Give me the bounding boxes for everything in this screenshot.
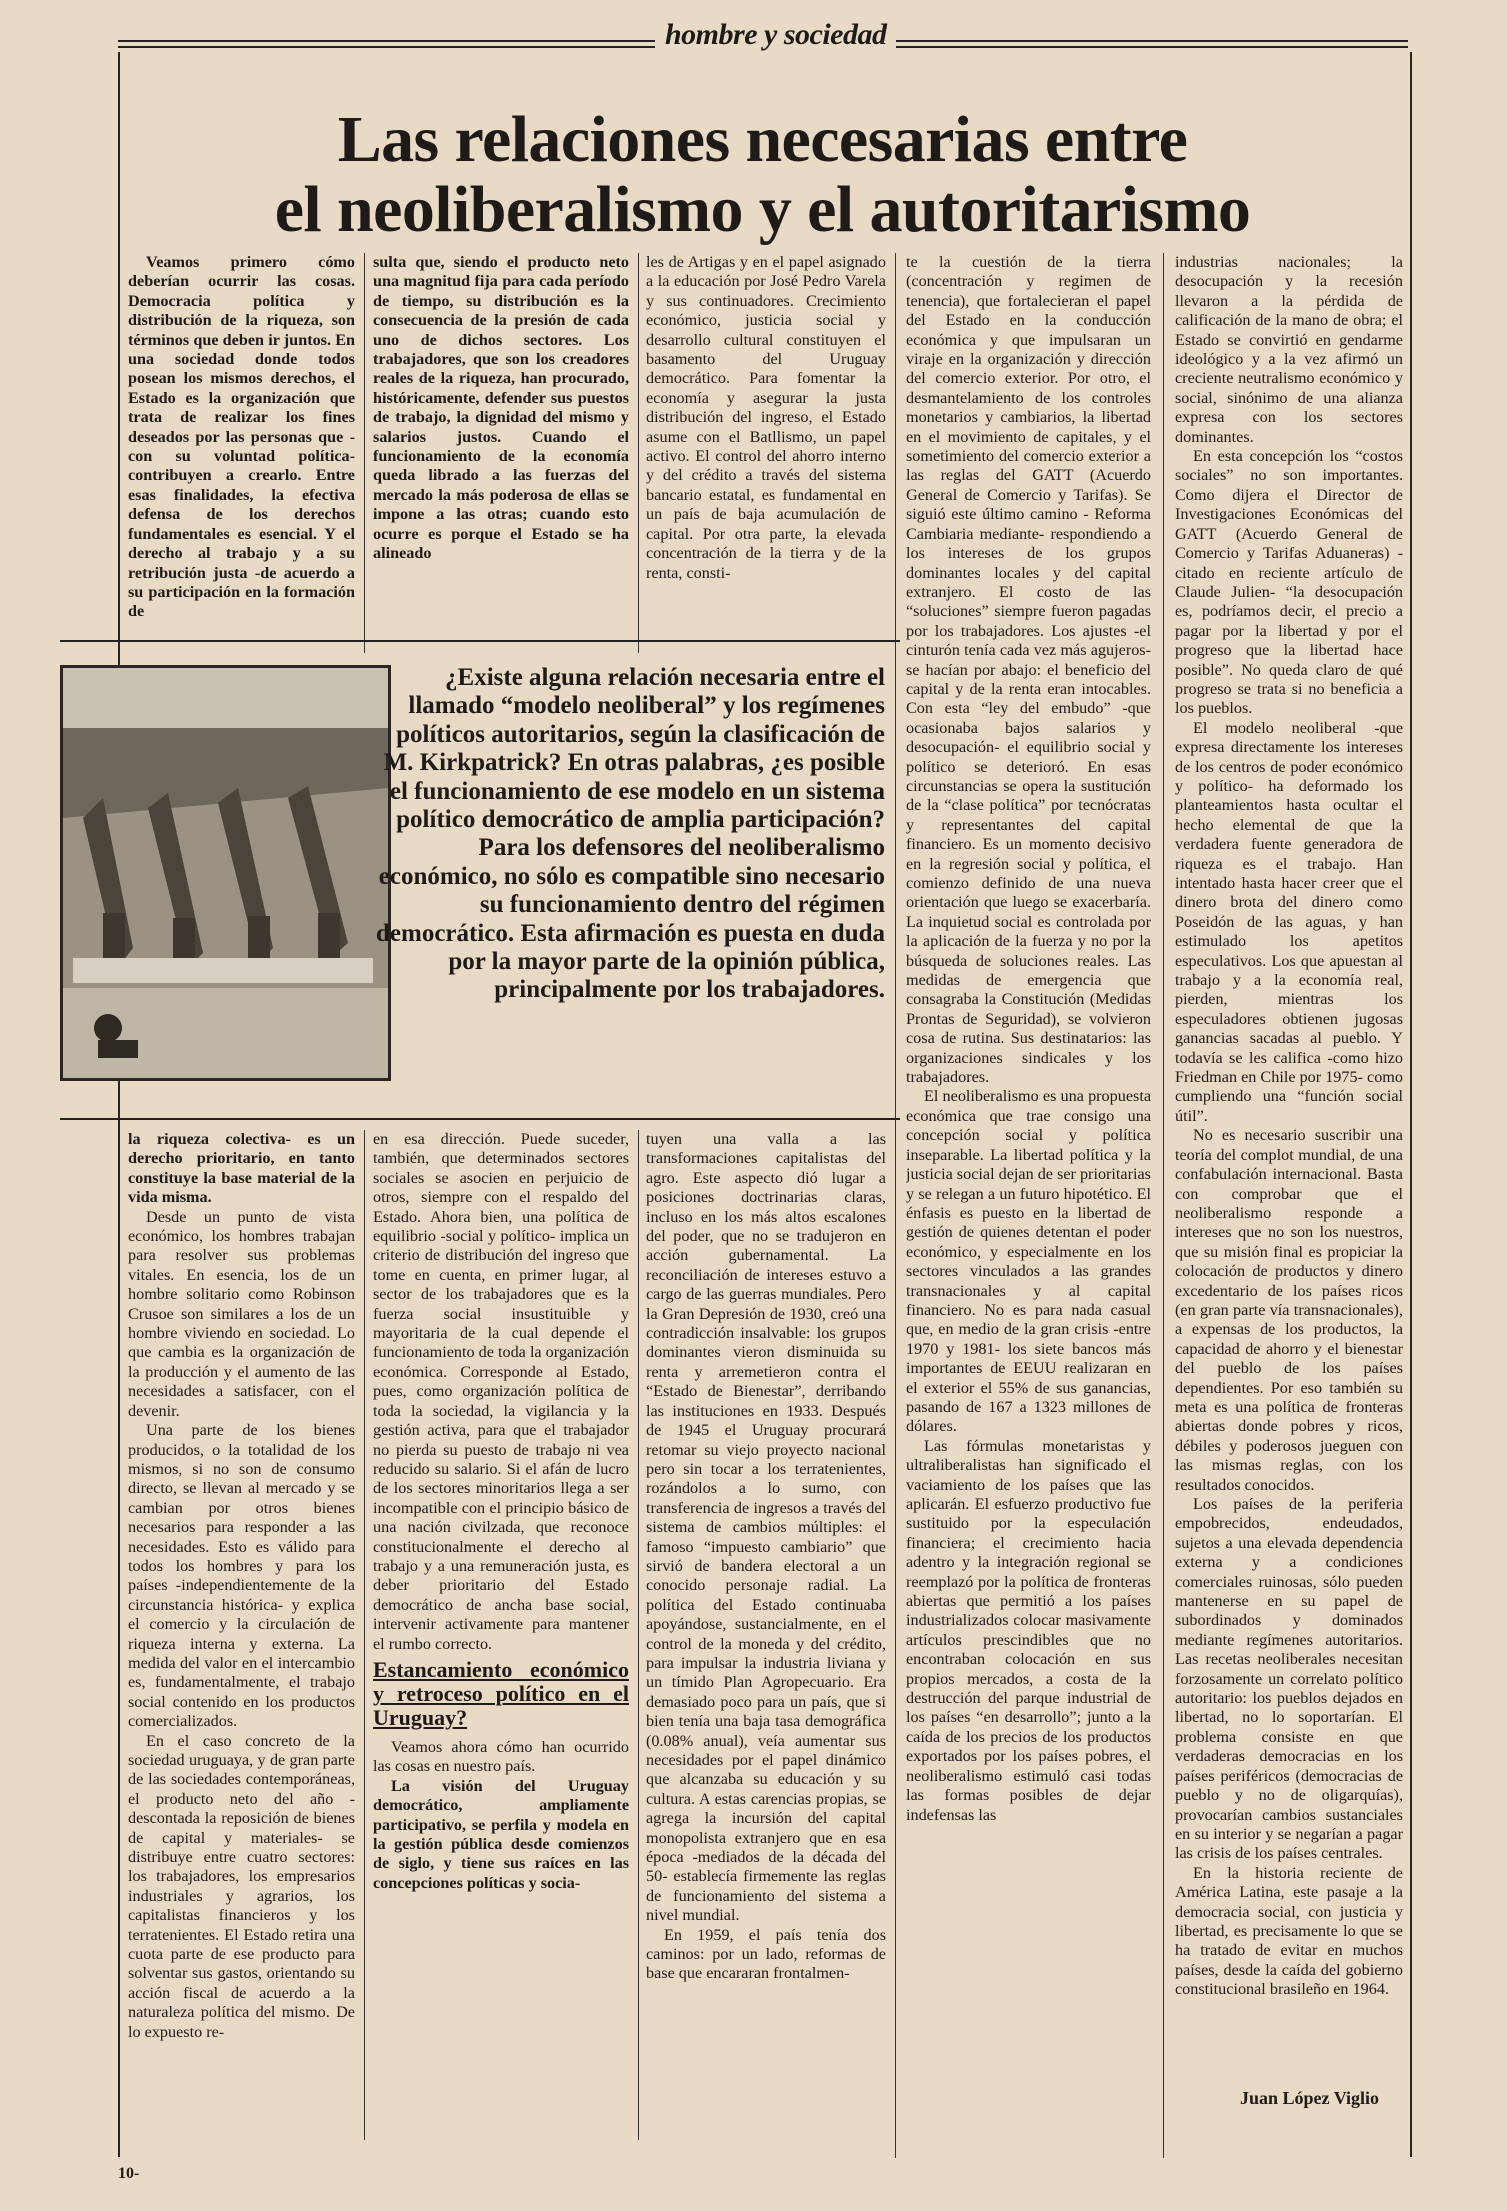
column-rule [364,253,365,653]
paragraph: No es necesario suscribir una teoría del complot mundial, de una confabulación internacional. Basta con comprobar que el neoliberalismo responde a intereses que no son los nuestros, que su misión final es propiciar la colocación de productos y dinero excedentario de los países ricos (en gran parte vía transnacionales), a expensas de los productos, la capacidad de ahorro y el bienestar del pueblo de los países dependientes. Por eso también su meta es una política de fronteras abiertas donde pobres y ricos, débiles y poderosos jueguen con las mismas reglas, con los resultados conocidos. [1175,1126,1403,1494]
page-number: 10- [118,2165,140,2182]
paragraph: Desde un punto de vista económico, los hombres trabajan para resolver sus problemas vitales. En esencia, los de un hombre solitario como Robinson Crusoe son similares a los de un hombre viviendo en sociedad. Lo que cambia es la organización de la producción y el aumento de las necesidades a satisfacer, con el devenir. [128,1207,355,1420]
column-1-top [128,253,355,653]
paragraph: les de Artigas y en el papel asignado a la educación por José Pedro Varela y sus continuadores. Crecimiento económico, justicia social y desarrollo cultural constituyen el basamento del Uruguay democrático. Para fomentar la economía y asegurar la justa distribución del ingreso, el Estado asume con el Batllismo, un papel activo. El control del ahorro interno y del crédito a través del sistema bancario estatal, es fundamental en un país de baja acumulación de capital. Por otra parte, la elevada concentración de la tierra y de la renta, consti- [646,253,886,582]
paragraph: te la cuestión de la tierra (concentración y regimen de tenencia), que fortalecieran el papel del Estado en la conducción económica y que impulsaran un viraje en la organización y dirección del comercio exterior. Por otro, el desmantelamiento de los controles monetarios y cambiarios, la libertad en el movimiento de capitales, y el sometimiento del comercio exterior a las reglas del GATT (Acuerdo General de Comercio y Tarifas). Se siguió este último camino - Reforma Cambiaria mediante- respondiendo a los intereses de los grupos dominantes locales y del capital extranjero. El costo de las “soluciones” siempre fueron pagadas por los trabajadores. Los ajustes -el cinturón tenía cada vez más agujeros- se hacían por abajo: el beneficio del capital y de la renta eran intocables. Con esta “ley del embudo” -que ocasionaba bajos salarios y desocupación- el equilibrio social y político se deterioró. En esas circunstancias se opera la sustitución de la “clase política” por tecnócratas y representantes del capital financiero. Es un momento decisivo en la regresión social y política, el comienzo definido de una nueva orientación que luego se exacerbaría. La inquietud social es controlada por la aplicación de la fuerza y no por la búsqueda de soluciones reales. Las medidas de emergencia que consagraba la Constitución (Medidas Prontas de Seguridad), se volvieron cosa de rutina. Sus destinatarios: las organizaciones sindicales y los trabajadores. [906,253,1151,1087]
paragraph: El modelo neoliberal -que expresa directamente los intereses de los centros de poder económico y político- ha deformado los planteamientos hasta ocultar el hecho elemental de que la verdadera fuente generadora de riqueza es el trabajo. Han intentado hasta hacer creer que el dinero brota del dinero como Poseidón de las aguas, y han estimulado los apetitos especulativos. Los que apuestan al trabajo y a la economía real, pierden, mientras los especuladores obtienen jugosas ganancias sacadas al pueblo. Y todavía se les califica -como hizo Friedman en Chile por 1975- como cumpliendo una “función social útil”. [1175,718,1403,1125]
column-rule [895,253,896,2158]
pullquote: ¿Existe alguna relación necesaria entre el llamado “modelo neoliberal” y los regímenes políticos autoritarios, según la clasificación de M. Kirkpatrick? En otras palabras, ¿es posible el funcionamiento de ese modelo en un sistema político democrático de amplia participación? Para los defensores del neoliberalismo económico, no sólo es compatible sino necesario su funcionamiento dentro del régimen democrático. Esta afirmación es puesta en duda por la mayor parte de la opinión pública, principalmente por los trabajadores. [376,664,885,1004]
subheading: Estancamiento económico y retroceso político en el Uruguay? [373,1656,629,1730]
photo-illustration [63,668,388,1078]
paragraph: Veamos primero cómo deberían ocurrir las cosas. Democracia política y distribución de la riqueza, son términos que deben ir juntos. En una sociedad donde todos posean los mismos derechos, el Estado es la organización que trata de realizar los fines deseados por las personas que -con su voluntad política- contribuyen a crearlo. Entre esas finalidades, la efectiva defensa de los derechos fundamentales es esencial. Y el derecho al trabajo y a su retribución justa -de acuerdo a su participación en la formación de [128,253,355,621]
pullquote-bottom-rule [60,1118,900,1120]
paragraph: En la historia reciente de América Latina, este pasaje a la democracia social, con justicia y libertad, es precisamente lo que se ha tratado de evitar en muchos países, desde la caída del gobierno constitucional brasileño en 1964. [1175,1863,1403,1999]
column-rule [638,1130,639,2140]
column-1-bottom [128,1130,355,2140]
halftone-photo [60,665,391,1081]
paragraph: industrias nacionales; la desocupación y la recesión llevaron a la pérdida de calificación de la mano de obra; el Estado se convirtió en gendarme ideológico y a la vez afirmó un creciente neutralismo económico y social, sinónimo de una alianza expresa con los sectores dominantes. [1175,253,1403,446]
author-signature: Juan López Viglio [1240,2088,1380,2108]
paragraph: la riqueza colectiva- es un derecho prioritario, en tanto constituye la base material de la vida misma. [128,1130,355,1207]
column-rule [364,1130,365,2140]
paragraph: Una parte de los bienes producidos, o la totalidad de los mismos, si no son de consumo directo, se llevan al mercado y se cambian por otros bienes necesarios para responder a las necesidades. Esto es válido para todos los hombres y para los países -independientemente de la circunstancia histórica- y explica el comercio y la circulación de riqueza interna y externa. La medida del valor en el intercambio es, fundamentalmente, el trabajo social contenido en los productos comercializados. [128,1421,355,1731]
headline-line-1: Las relaciones necesarias entre [337,103,1188,176]
headline-line-2: el neoliberalismo y el autoritarismo [274,173,1251,246]
column-3-bottom [646,1130,886,2140]
paragraph: La visión del Uruguay democrático, ampliamente participativo, se perfila y modela en la gestión pública desde comienzos de siglo, y tiene sus raíces en las concepciones políticas y socia- [373,1776,629,1892]
paragraph: en esa dirección. Puede suceder, también, que determinados sectores sociales se asocien en perjuicio de otros, siempre con el respaldo del Estado. Ahora bien, una política de equilibrio -social y político- implica un criterio de distribución del ingreso que tome en cuenta, en primer lugar, al sector de los trabajadores que es la fuerza social insustituible y mayoritaria de la cual depende el funcionamiento de toda la organización económica. Corresponde al Estado, pues, como organización política de toda la sociedad, la vigilancia y la gestión activa, para que el trabajador no pierda su puesto de trabajo ni vea reducido su salario. Si el afán de lucro de los sectores minoritarios llega a ser incompatible con el principio básico de una nación civilzada, que reconoce constitucionalmente el derecho al trabajo y a una remuneración justa, es deber prioritario del Estado democrático de ancha base social, intervenir activamente para mantener el rumbo correcto. [373,1130,629,1653]
paragraph: En el caso concreto de la sociedad uruguaya, y de gran parte de las sociedades contemporáneas, el producto neto del año -descontada la reposición de bienes de capital y materiales- se distribuye entre cuatro sectores: los trabajadores, los empresarios industriales y agrarios, los capitalistas financieros y los terratenientes. El Estado retira una cuota parte de ese producto para solventar sus gastos, orientando su acción fiscal de acuerdo a la naturaleza política del mismo. De lo expuesto re- [128,1731,355,2041]
paragraph: Los países de la periferia empobrecidos, endeudados, sujetos a una elevada dependencia externa y a condiciones comerciales ruinosas, sólo pueden mantenerse en su papel de subordinados y dominados mediante regímenes autoritarios. Las recetas neoliberales necesitan forzosamente un correlato político autoritario: los pueblos dejados en libertad, no lo soportarían. El problema consiste en que verdaderas democracias en los países periféricos (democracias de pueblo y no de oligarquías), provocarían cambios sustanciales en su interior y se negarían a pagar las crisis de los países centrales. [1175,1495,1403,1863]
column-rule [638,253,639,653]
paragraph: En esta concepción los “costos sociales” no son importantes. Como dijera el Director de Investigaciones Económicas del GATT (Acuerdo General de Comercio y Tarifas Aduaneras) -citado en reciente artículo de Claude Julien- “la desocupación es, podríamos decir, el precio a pagar por la libertad y por el progreso que la libertad hace posible”. No queda claro de qué progreso se trata si no beneficia a los pueblos. [1175,447,1403,718]
paragraph: En 1959, el país tenía dos caminos: por un lado, reformas de base que encararan frontalmen- [646,1925,886,1983]
pullquote-top-rule [60,640,900,642]
paragraph: El neoliberalismo es una propuesta económica que trae consigo una concepción social y política inseparable. La libertad política y la justicia social dejan de ser prioritarias y se relegan a un futuro hipotético. El énfasis es puesto en la libertad de gestión de quienes detentan el poder económico, y especialmente en los sectores vinculados a las grandes transnacionales y al capital financiero. No es para nada casual que, en medio de la gran crisis -entre 1970 y 1981- los siete bancos más importantes de EEUU realizaran en el exterior el 55% de sus ganancias, pasando de 167 a 1323 millones de dólares. [906,1087,1151,1436]
headline [125,105,1400,245]
column-2-top [373,253,629,653]
section-label: hombre y sociedad [655,18,896,52]
column-5 [1175,253,1403,2083]
paragraph: sulta que, siendo el producto neto una magnitud fija para cada período de tiempo, su distribución es la consecuencia de la presión de cada uno de dichos sectores. Los trabajadores, que son los creadores reales de la riqueza, han procurado, históricamente, defender sus puestos de trabajo, la dignidad del mismo y salarios justos. Cuando el funcionamiento de la economía queda librado a las fuerzas del mercado la más poderosa de ellas se impone a las otras; cuando esto ocurre es porque el Estado se ha alineado [373,253,629,563]
column-3-top [646,253,886,653]
column-4 [906,253,1151,2153]
column-rule [1163,253,1164,2158]
paragraph: Veamos ahora cómo han ocurrido las cosas en nuestro país. [373,1737,629,1776]
paragraph: tuyen una valla a las transformaciones capitalistas del agro. Este aspecto dió lugar a posiciones doctrinarias claras, incluso en los más altos escalones del poder, que no se tradujeron en acción gubernamental. La reconciliación de intereses estuvo a cargo de las guerras mundiales. Pero la Gran Depresión de 1930, creó una contradicción insalvable: los grupos dominantes vieron disminuida su renta y arremetieron contra el “Estado de Bienestar”, derribando las instituciones en 1933. Después de 1945 el Uruguay procurará retomar su viejo proyecto nacional pero sin tocar a los terratenientes, rozándolos a lo sumo, con transferencia de ingresos a través del sistema de cambios múltiples: el famoso “impuesto cambiario” que sirvió de bandera electoral a un conocido personaje radial. La política del Estado continuaba apoyándose, sustancialmente, en el control de la moneda y del crédito, para impulsar la industria liviana y un tímido Plan Agropecuario. Era demasiado poco para un país, que si bien tenía una baja tasa demográfica (0.08% anual), veía aumentar sus necesidades por el papel dinámico que alcanzaba su educación y su cultura. A estas carencias propias, se agrega la incursión del capital monopolista extranjero que en esa época -mediados de la década del 50- establecía firmemente las reglas de funcionamiento del sistema a nivel mundial. [646,1130,886,1925]
paragraph: Las fórmulas monetaristas y ultraliberalistas han significado el vaciamiento de los países que las aplicarán. El esfuerzo productivo fue sustituido por la especulación financiera; el crecimiento hacia adentro y la integración regional se reemplazó por la política de fronteras abiertas que permitió a los países industrializados colocar masivamente artículos prescindibles que no encontraban colocación en sus propios mercados, a costa de la destrucción del parque industrial de los países “en desarrollo”; junto a la caída de los precios de los productos exportados por los países pobres, el neoliberalismo estimuló casi todas las formas posibles de dejar indefensas las [906,1436,1151,1824]
column-2-bottom [373,1130,629,2140]
